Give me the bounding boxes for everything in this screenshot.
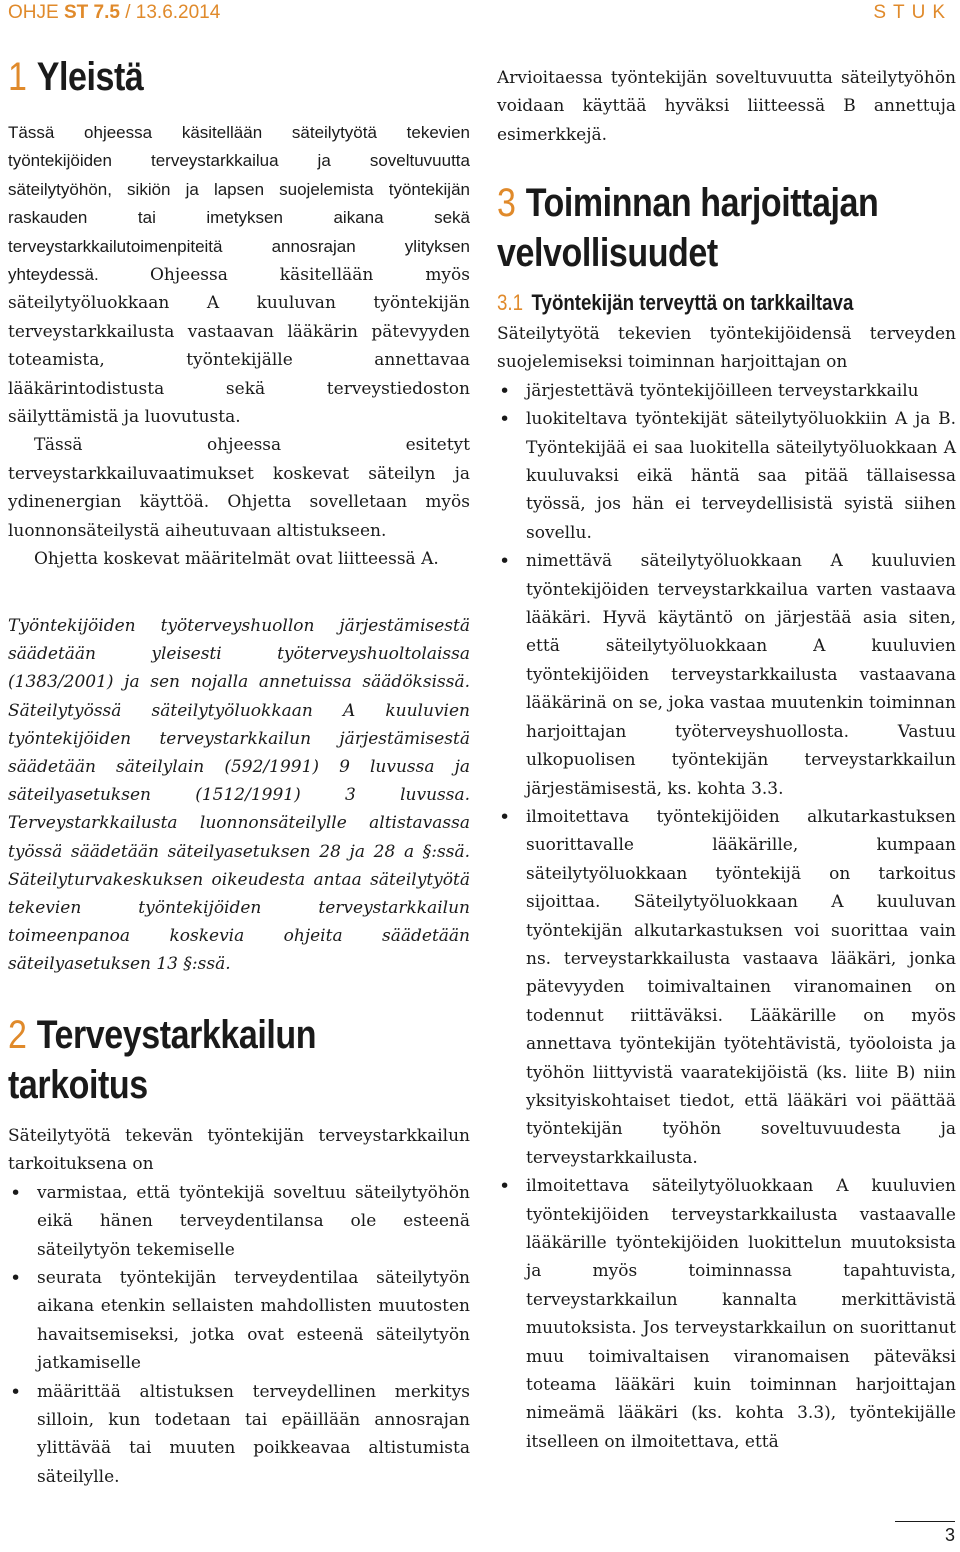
section-1-paragraph-3: Ohjetta koskevat määritelmät ovat liitteessä A.	[34, 549, 439, 570]
section-1-body	[8, 119, 470, 574]
section-1-paragraph-2: Tässä ohjeessa esitetyt terveystarkkailuvaatimukset koskevat säteilyn ja ydinenergian käyttöä. Ohjetta sovelletaan myös luonnonsäteilystä aiheutuvaan altistukseen.	[8, 435, 470, 541]
section-2-body	[8, 1122, 470, 1491]
section-2-intro: Säteilytyötä tekevän työntekijän terveystarkkailun tarkoituksena on	[8, 1126, 470, 1175]
running-header	[8, 0, 952, 26]
page-number: 3	[944, 1525, 955, 1545]
list-item: • ilmoitettava säteilytyöluokkaan A kuuluvien työntekijöiden terveystarkkailusta vastaavalle lääkärille työntekijöiden luokittelun muutoksista ja myös toiminnassa tapahtuvista, terveystarkkailun kannalta merkittävistä muutoksista. Jos terveystarkkailun on suorittanut muu toimivaltaisen viranomaisen päteväksi toteama lääkäri kuin toiminnan harjoittajan nimeämä lääkäri (ks. kohta 3.3), työntekijälle itselleen on ilmoitettava, että	[497, 1172, 956, 1456]
organization-name: STUK	[873, 2, 952, 23]
section-3-heading: 3 Toiminnan harjoittajan velvollisuudet	[497, 181, 879, 275]
section-2-heading: 2 Terveystarkkailun tarkoitus	[8, 1013, 317, 1107]
section-1-paragraph-1: Tässä ohjeessa käsitellään säteilytyötä tekevien työntekijöiden terveystarkkailua ja soveltuvuutta säteilytyöhön, sikiön ja lapsen suojelemista työntekijän raskauden tai imetyksen aikana sekä terveystarkkailutoimenpiteitä annosrajan ylityksen yhteydessä. Ohjeessa käsitellään myös säteilytyöluokkaan A kuuluvan työntekijän terveystarkkailusta vastaavan lääkärin pätevyyden toteamista, työntekijälle annettavaa lääkärintodistusta sekä terveystiedoston säilyttämistä ja luovutusta.	[8, 123, 470, 428]
document-date: 13.6.2014	[135, 2, 221, 23]
subsection-3-1-heading: 3.1 Työntekijän terveyttä on tarkkailtava	[497, 290, 854, 315]
list-item: • seurata työntekijän terveydentilaa säteilytyön aikana etenkin sellaisten mahdollisten muutosten havaitsemiseksi, jotka ovat esteenä säteilytyön jatkamiselle	[8, 1264, 470, 1378]
list-item: • luokiteltava työntekijät säteilytyöluokkiin A ja B. Työntekijää ei saa luokitella säteilytyöluokkaan A kuuluvaksi eikä häntä saa pitää tällaisessa työssä, jos hän ei terveydellisistä syistä siihen sovellu.	[497, 405, 956, 547]
list-item: • ilmoitettava työntekijöiden alkutarkastuksen suorittavalle lääkärille, kumpaan säteilytyöluokkaan työntekijä on tarkoitus sijoittaa. Säteilytyöluokkaan A kuuluvan työntekijän alkutarkastuksen voi suorittaa vain ns. terveystarkkailusta vastaava lääkäri, jonka pätevyyden toimivaltainen viranomainen on todennut riittäväksi. Lääkärille on myös annettava työntekijän työtehtävistä, työoloista ja työhön liittyvistä vaaratekijöistä (ks. liite B) niin yksityiskohtaiset tiedot, että lääkäri voi päättää työntekijän työhön soveltuvuudesta ja terveystarkkailusta.	[497, 803, 956, 1172]
section-3-body	[497, 320, 956, 1456]
section-1-heading: 1 Yleistä	[8, 55, 144, 99]
list-item: • järjestettävä työntekijöilleen terveystarkkailu	[497, 377, 956, 405]
legal-basis-paragraph: Työntekijöiden työterveyshuollon järjestämisestä säädetään yleisesti työterveyshuoltolaissa (1383/2001) ja sen nojalla annetuissa säädöksissä. Säteilytyössä säteilytyöluokkaan A kuuluvien työntekijöiden terveystarkkailun järjestämisestä säädetään säteilylain (592/1991) 9 luvussa ja säteilyasetuksen (1512/1991) 3 luvussa. Terveystarkkailusta luonnonsäteilylle altistavassa työssä säädetään säteilyasetuksen 28 ja 28 a §:ssä. Säteilyturvakeskuksen oikeudesta antaa säteilytyötä tekevien työntekijöiden terveystarkkailun toimeenpanoa koskevia ohjeita säädetään säteilyasetuksen 13 §:ssä.	[8, 616, 470, 975]
list-item: • määrittää altistuksen terveydellinen merkitys silloin, kun todetaan tai epäillään annosrajan ylittävää tai muuten poikkeavaa altistumista säteilylle.	[8, 1378, 470, 1492]
document-id: OHJE ST 7.5	[8, 2, 120, 23]
section-2-continued-paragraph: Arvioitaessa työntekijän soveltuvuutta säteilytyöhön voidaan käyttää hyväksi liitteessä B annettuja esimerkkejä.	[497, 68, 956, 145]
list-item: • varmistaa, että työntekijä soveltuu säteilytyöhön eikä hänen terveydentilansa ole esteenä säteilytyön tekemiselle	[8, 1179, 470, 1264]
section-2-list	[8, 1179, 470, 1491]
list-item: • nimettävä säteilytyöluokkaan A kuuluvien työntekijöiden terveystarkkailua varten vastaava lääkäri. Hyvä käytäntö on järjestää asia siten, että säteilytyöluokkaan A kuuluvien työntekijöiden terveystarkkailusta vastaavana lääkärinä on se, joka vastaa muutenkin toiminnan harjoittajan työterveyshuollosta. Vastuu ulkopuolisen työntekijän terveystarkkailun järjestämisestä, ks. kohta 3.3.	[497, 547, 956, 803]
header-separator: /	[119, 2, 136, 23]
footer-rule	[895, 1521, 955, 1522]
section-3-intro: Säteilytyötä tekevien työntekijöidensä terveyden suojelemiseksi toiminnan harjoittajan on	[497, 324, 956, 373]
section-3-list	[497, 377, 956, 1456]
